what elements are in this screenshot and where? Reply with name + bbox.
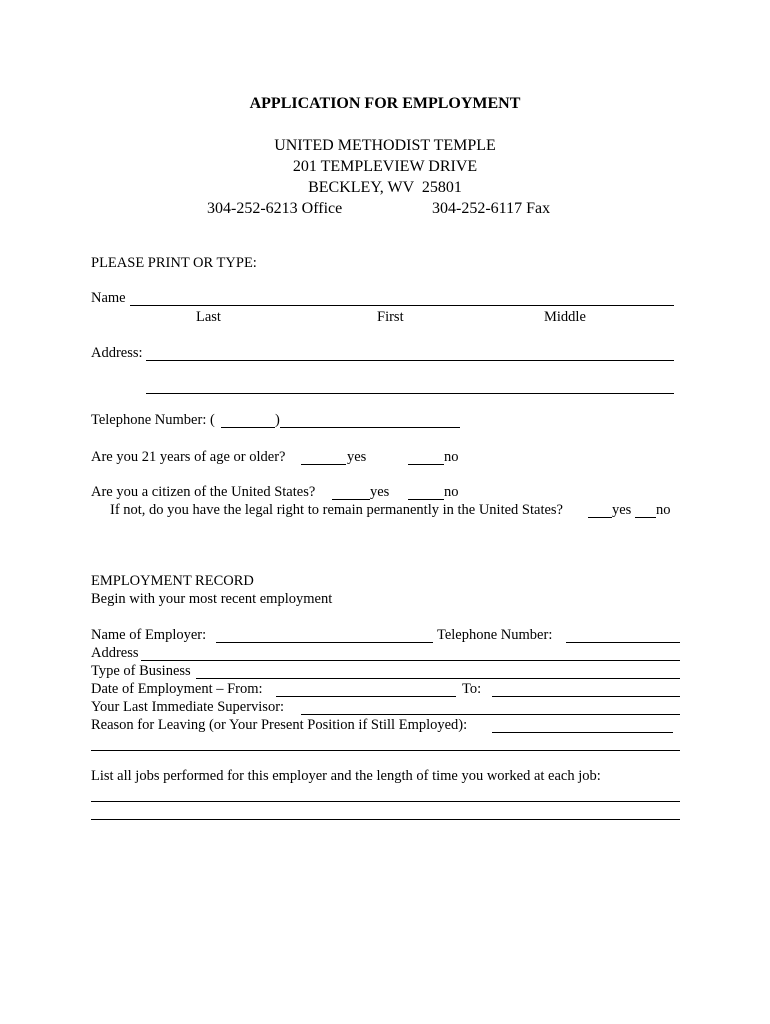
org-street: 201 TEMPLEVIEW DRIVE [292, 158, 478, 175]
citizen-no-label: no [444, 484, 459, 500]
name-middle-caption: Middle [544, 309, 586, 325]
legal-yes-field[interactable] [588, 517, 612, 518]
reason-label: Reason for Leaving (or Your Present Position if Still Employed): [91, 717, 468, 733]
employer-phone-field[interactable] [566, 642, 680, 643]
employer-name-field[interactable] [216, 642, 433, 643]
legal-no-label: no [656, 502, 671, 518]
legal-yes-label: yes [612, 502, 632, 518]
age-yes-label: yes [347, 449, 367, 465]
name-field[interactable] [130, 305, 674, 306]
telephone-paren: ) [275, 412, 280, 428]
print-instruction: PLEASE PRINT OR TYPE: [91, 255, 257, 271]
date-to-label: To: [462, 681, 482, 697]
supervisor-label: Your Last Immediate Supervisor: [91, 699, 285, 715]
name-first-caption: First [377, 309, 404, 325]
org-city: BECKLEY, WV 25801 [308, 179, 462, 196]
employer-address-label: Address [91, 645, 139, 661]
citizen-question: Are you a citizen of the United States? [91, 484, 316, 500]
employment-section-subtitle: Begin with your most recent employment [91, 591, 333, 607]
date-from-field[interactable] [276, 696, 456, 697]
age-question: Are you 21 years of age or older? [91, 449, 286, 465]
reason-field[interactable] [492, 732, 673, 733]
business-type-label: Type of Business [91, 663, 191, 679]
telephone-label: Telephone Number: ( [91, 412, 215, 428]
jobs-list-field-line2[interactable] [91, 819, 680, 820]
supervisor-field[interactable] [301, 714, 680, 715]
org-name: UNITED METHODIST TEMPLE [274, 137, 496, 154]
employment-section-title: EMPLOYMENT RECORD [91, 573, 254, 589]
reason-field-continued[interactable] [91, 750, 680, 751]
jobs-list-field-line1[interactable] [91, 801, 680, 802]
form-title: APPLICATION FOR EMPLOYMENT [249, 95, 521, 112]
jobs-list-label: List all jobs performed for this employer and the length of time you worked at each job: [91, 768, 601, 784]
date-to-field[interactable] [492, 696, 680, 697]
citizen-yes-label: yes [370, 484, 390, 500]
age-no-label: no [444, 449, 459, 465]
age-yes-field[interactable] [301, 464, 346, 465]
age-no-field[interactable] [408, 464, 444, 465]
employer-address-field[interactable] [141, 660, 680, 661]
name-last-caption: Last [196, 309, 221, 325]
business-type-field[interactable] [196, 678, 680, 679]
citizen-no-field[interactable] [408, 499, 444, 500]
date-from-label: Date of Employment – From: [91, 681, 263, 697]
citizen-yes-field[interactable] [332, 499, 370, 500]
name-label: Name [91, 290, 126, 306]
address-label: Address: [91, 345, 143, 361]
legal-no-field[interactable] [635, 517, 656, 518]
employer-name-label: Name of Employer: [91, 627, 207, 643]
address-field-line1[interactable] [146, 360, 674, 361]
address-field-line2[interactable] [146, 393, 674, 394]
employer-phone-label: Telephone Number: [437, 627, 553, 643]
legal-question: If not, do you have the legal right to remain permanently in the United States? [110, 502, 563, 518]
telephone-field[interactable] [280, 427, 460, 428]
area-code-field[interactable] [221, 427, 275, 428]
office-phone: 304-252-6213 Office [207, 200, 343, 217]
fax-phone: 304-252-6117 Fax [432, 200, 551, 217]
